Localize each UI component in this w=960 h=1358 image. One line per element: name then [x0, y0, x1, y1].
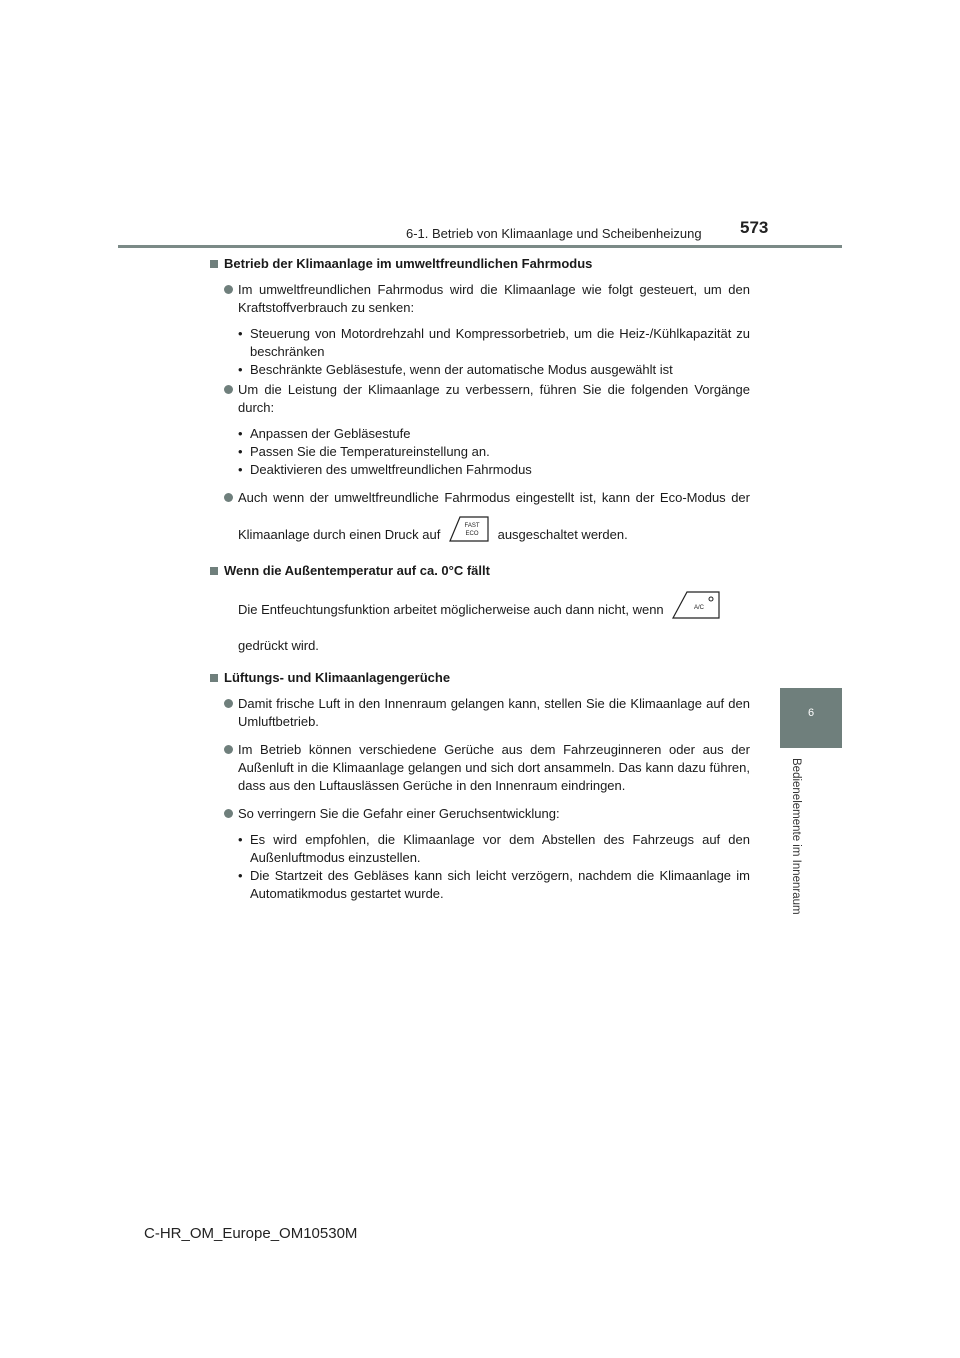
footer-doc-id: C-HR_OM_Europe_OM10530M	[144, 1225, 358, 1242]
chapter-side-label	[786, 758, 806, 938]
ac-button-label: A/C	[694, 605, 705, 611]
section-heading-odor: Lüftungs- und Klimaanlagengerüche	[210, 669, 750, 687]
page-number: 573	[740, 218, 769, 237]
sub-eco-1a: • Steuerung von Motordrehzahl und Kompressorbetrieb, um die Heiz-/Kühlkapazität zu beschränken	[238, 326, 750, 359]
sub-eco-1b: • Beschränkte Gebläsestufe, wenn der automatische Modus ausgewählt ist	[238, 362, 673, 377]
side-rule	[780, 245, 842, 247]
bullet-dot-icon	[224, 699, 233, 708]
content	[210, 255, 750, 903]
cold-text: Die Entfeuchtungsfunktion arbeitet möglicherweise auch dann nicht, wenn	[238, 601, 664, 617]
bullet-odor-2	[210, 741, 750, 795]
bullet-dot-icon	[224, 285, 233, 294]
bullet-eco-3	[210, 481, 750, 556]
section-heading-eco: Betrieb der Klimaanlage im umweltfreundlichen Fahrmodus	[210, 255, 750, 273]
bullet-dot-icon	[224, 385, 233, 394]
sub-eco-1a-text: Steuerung von Motordrehzahl und Kompressorbetrieb, um die Heiz-/Kühlkapazität zu beschränken	[250, 326, 750, 359]
bullet-eco-3-text: Auch wenn der umweltfreundliche Fahrmodus eingestellt ist, kann der Eco-Modus der Klimaanlage durch einen Druck auf	[238, 490, 750, 542]
sub-eco-1b-text: Beschränkte Gebläsestufe, wenn der automatische Modus ausgewählt ist	[250, 362, 673, 377]
cold-paragraph	[210, 590, 750, 661]
chapter-tab: 6	[780, 688, 842, 748]
bullet-odor-2-text: Im Betrieb können verschiedene Gerüche aus dem Fahrzeuginneren oder aus der Außenluft in die Klimaanlage gelangen und sich dort ansammeln. Das kann dazu führen, dass aus den Luftauslässen Gerüche in den Innenraum eindringen.	[238, 742, 750, 793]
bullet-odor-1	[210, 695, 750, 731]
sub-eco-2a: • Anpassen der Gebläsestufe	[238, 426, 411, 441]
ac-button-icon	[671, 590, 721, 631]
sub-eco-2c: • Deaktivieren des umweltfreundlichen Fahrmodus	[238, 462, 532, 477]
bullet-eco-1	[210, 281, 750, 317]
bullet-eco-1-text: Im umweltfreundlichen Fahrmodus wird die Klimaanlage wie folgt gesteuert, um den Kraftstoffverbrauch zu senken:	[238, 282, 750, 315]
sub-odor-3a-text: Es wird empfohlen, die Klimaanlage vor dem Abstellen des Fahrzeugs auf den Außenluftmodus einzustellen.	[250, 832, 750, 865]
page-header-section: 6-1. Betrieb von Klimaanlage und Scheibenheizung	[406, 226, 702, 241]
bullet-eco-2	[210, 381, 750, 417]
fast-eco-label-1: FAST	[464, 523, 480, 529]
sub-odor-3b: • Die Startzeit des Gebläses kann sich leicht verzögern, nachdem die Klimaanlage im Automatikmodus gestartet wurde.	[238, 868, 750, 901]
bullet-eco-3-tail: ausgeschaltet werden.	[497, 526, 628, 542]
section-heading-cold: Wenn die Außentemperatur auf ca. 0°C fällt	[210, 562, 750, 580]
fast-eco-label-2: ECO	[465, 531, 479, 537]
header-rule	[118, 245, 842, 248]
cold-text-tail: gedrückt wird.	[238, 638, 319, 653]
bullet-odor-3	[210, 805, 750, 823]
chapter-side-label-text: Bedienelemente im Innenraum	[790, 758, 802, 915]
sub-odor-3a: • Es wird empfohlen, die Klimaanlage vor dem Abstellen des Fahrzeugs auf den Außenluftmodus einzustellen.	[238, 832, 750, 865]
sub-eco-2c-text: Deaktivieren des umweltfreundlichen Fahrmodus	[250, 462, 532, 477]
bullet-dot-icon	[224, 493, 233, 502]
bullet-odor-3-text: So verringern Sie die Gefahr einer Geruchsentwicklung:	[238, 806, 560, 821]
bullet-odor-1-text: Damit frische Luft in den Innenraum gelangen kann, stellen Sie die Klimaanlage auf den Umluftbetrieb.	[238, 696, 750, 729]
sub-eco-2b: • Passen Sie die Temperatureinstellung an.	[238, 444, 490, 459]
sub-eco-2b-text: Passen Sie die Temperatureinstellung an.	[250, 444, 490, 459]
fast-eco-button-icon	[448, 515, 490, 556]
sub-odor-3b-text: Die Startzeit des Gebläses kann sich leicht verzögern, nachdem die Klimaanlage im Automatikmodus gestartet wurde.	[250, 868, 750, 901]
sub-eco-2a-text: Anpassen der Gebläsestufe	[250, 426, 411, 441]
bullet-dot-icon	[224, 809, 233, 818]
bullet-eco-2-text: Um die Leistung der Klimaanlage zu verbessern, führen Sie die folgenden Vorgänge durch:	[238, 382, 750, 415]
bullet-dot-icon	[224, 745, 233, 754]
